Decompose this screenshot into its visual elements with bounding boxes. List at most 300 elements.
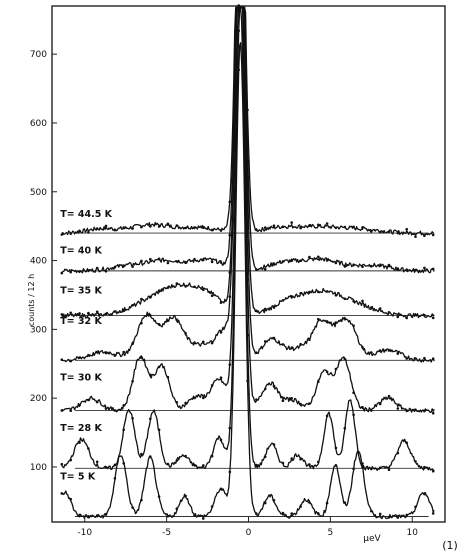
data-point [193,464,196,467]
data-point [255,268,258,271]
data-point [158,225,161,228]
data-point [423,357,426,360]
data-point [344,358,347,361]
data-point [105,513,108,516]
data-point [69,360,72,363]
y-tick-label: 300 [29,325,47,336]
data-point [229,471,232,474]
y-tick-label: 200 [29,394,47,405]
series-label: T= 28 K [60,423,102,435]
data-point [432,512,435,515]
data-point [140,260,143,263]
data-point [69,232,72,235]
data-point [423,234,426,237]
data-point [423,493,426,496]
data-point [220,376,223,379]
data-point [167,319,170,322]
data-point [423,314,426,317]
data-point [414,357,417,360]
data-point [140,357,143,360]
data-point [388,516,391,519]
data-point [299,227,302,230]
data-point [176,224,179,227]
data-point [405,357,408,360]
data-point [352,414,355,417]
data-point [184,332,187,335]
data-point [122,264,125,267]
data-point [229,201,232,204]
data-point [202,289,205,292]
data-point [335,321,338,324]
data-point [193,341,196,344]
data-point [96,401,99,404]
data-point [122,462,125,465]
data-point [167,286,170,289]
data-point [176,260,179,263]
data-point [131,380,134,383]
data-point [299,292,302,295]
data-point [308,463,311,466]
data-point [414,235,417,238]
data-point [432,268,435,271]
spectra-curves [61,4,435,520]
data-point [299,259,302,262]
data-point [96,461,99,464]
data-point [282,299,285,302]
data-point [352,325,355,328]
data-point [158,429,161,432]
data-point [397,516,400,519]
data-point [220,229,223,232]
data-point [317,461,320,464]
data-point [379,403,382,406]
data-point [158,366,161,369]
data-point [405,317,408,320]
data-point [344,226,347,229]
data-point [78,514,81,517]
data-point [131,265,134,268]
data-point [211,261,214,264]
data-point [211,455,214,458]
data-point [405,268,408,271]
x-tick-label: 5 [327,528,334,538]
data-point [317,291,320,294]
data-point [255,351,258,354]
data-point [344,318,347,321]
data-point [229,234,232,237]
data-point [96,514,99,517]
data-point [61,358,64,361]
data-point [158,323,161,326]
data-point [370,510,373,513]
data-point [414,460,417,463]
data-point [114,310,117,313]
data-point [202,517,205,520]
data-point [237,69,240,72]
data-point [87,399,90,402]
data-point [131,304,134,307]
data-point [432,412,435,415]
data-point [105,225,108,228]
data-point [326,415,329,418]
data-point [282,462,285,465]
data-point [423,466,426,469]
data-point [61,409,64,412]
data-point [273,499,276,502]
data-point [158,289,161,292]
series-label: T= 35 K [60,285,102,297]
data-point [202,259,205,262]
data-point [388,395,391,398]
data-point [255,512,258,515]
data-point [326,259,329,262]
data-point [290,512,293,515]
data-point [69,409,72,412]
data-point [105,407,108,410]
data-point [326,502,329,505]
data-point [61,272,64,275]
data-point [69,312,72,315]
data-point [335,368,338,371]
data-point [397,407,400,410]
data-point [61,463,64,466]
data-point [87,354,90,357]
data-point [122,429,125,432]
data-point [220,301,223,304]
data-point [229,363,232,366]
data-point [308,402,311,405]
data-point [361,346,364,349]
data-point [167,376,170,379]
data-point [352,468,355,471]
data-point [388,264,391,267]
x-tick-label: 10 [406,528,418,538]
data-point [290,295,293,298]
x-axis-label: µeV [363,534,381,544]
data-point [379,467,382,470]
series-label: T= 30 K [60,372,102,384]
data-point [202,397,205,400]
data-point [290,346,293,349]
data-point [69,459,72,462]
data-point [167,262,170,265]
data-point [78,270,81,273]
data-point [61,492,64,495]
data-point [397,352,400,355]
data-point [69,271,72,274]
data-point [158,258,161,261]
series-label: T= 44.5 K [60,209,113,221]
data-point [299,343,302,346]
data-point [370,265,373,268]
data-point [202,464,205,467]
data-point [105,313,108,316]
data-point [414,314,417,317]
data-point [105,466,108,469]
panel-label: (1) [442,539,458,552]
data-point [290,259,293,262]
data-point [131,506,134,509]
data-point [202,341,205,344]
data-point [397,232,400,235]
data-point [361,300,364,303]
data-point [220,261,223,264]
data-point [370,468,373,471]
series-label: T= 32 K [60,315,102,327]
data-point [122,404,125,407]
data-point [397,452,400,455]
data-point [379,513,382,516]
data-point [273,443,276,446]
data-point [423,267,426,270]
data-point [414,506,417,509]
data-point [140,298,143,301]
data-point [273,337,276,340]
data-point [96,351,99,354]
data-point [78,441,81,444]
data-point [184,455,187,458]
data-point [184,227,187,230]
data-point [317,255,320,258]
data-point [282,399,285,402]
data-point [317,380,320,383]
data-point [326,371,329,374]
data-point [149,314,152,317]
data-point [273,385,276,388]
data-point [184,261,187,264]
data-point [149,225,152,228]
data-point [317,318,320,321]
data-point [432,234,435,237]
data-point [308,291,311,294]
data-point [229,295,232,298]
data-point [361,226,364,229]
data-point [299,505,302,508]
data-point [220,488,223,491]
data-point [335,294,338,297]
data-point [105,270,108,273]
y-tick-label: 700 [29,50,47,61]
data-point [176,401,179,404]
data-point [149,296,152,299]
data-point [282,260,285,263]
data-point [282,225,285,228]
data-point [308,224,311,227]
data-point [114,354,117,357]
data-point [361,406,364,409]
data-point [405,442,408,445]
series-label: T= 40 K [60,245,102,257]
y-axis-label: counts / 12 h [27,273,36,327]
data-point [149,258,152,261]
data-point [264,268,267,271]
data-point [78,356,81,359]
data-point [167,463,170,466]
data-point [379,264,382,267]
data-point [326,290,329,293]
data-point [96,311,99,314]
data-point [352,391,355,394]
data-point [414,408,417,411]
data-point [432,357,435,360]
data-point [308,501,311,504]
data-point [87,516,90,519]
data-point [299,403,302,406]
data-point [184,402,187,405]
data-point [255,398,258,401]
data-point [405,409,408,412]
data-point [184,285,187,288]
data-point [96,267,99,270]
data-point [273,306,276,309]
data-point [388,311,391,314]
data-point [114,464,117,467]
data-point [211,342,214,345]
data-point [282,343,285,346]
data-point [344,501,347,504]
data-point [131,417,134,420]
data-point [149,455,152,458]
y-tick-label: 400 [29,256,47,267]
data-point [397,267,400,270]
data-point [246,380,249,383]
x-tick-label: -5 [162,528,172,538]
data-point [361,462,364,465]
data-point [290,457,293,460]
data-point [264,388,267,391]
data-point [158,495,161,498]
data-point [87,312,90,315]
data-point [308,256,311,259]
data-point [344,265,347,268]
series-label: T= 5 K [60,471,96,483]
y-tick-label: 100 [29,462,47,473]
data-point [414,269,417,272]
data-point [432,317,435,320]
data-point [131,343,134,346]
data-point [140,322,143,325]
data-point [211,384,214,387]
data-point [335,227,338,230]
data-point [405,228,408,231]
data-point [193,286,196,289]
data-point [193,258,196,261]
data-point [379,231,382,234]
x-tick-label: 0 [245,528,252,538]
data-point [96,227,99,230]
data-point [264,456,267,459]
data-point [290,397,293,400]
data-point [273,262,276,265]
data-point [114,477,117,480]
data-point [361,266,364,269]
data-point [237,29,240,32]
data-point [326,320,329,323]
data-point [282,512,285,515]
data-point [370,409,373,412]
data-point [184,495,187,498]
data-point [167,515,170,518]
data-point [397,316,400,319]
data-point [220,439,223,442]
data-point [290,221,293,224]
data-point [352,263,355,266]
data-point [255,229,258,232]
data-point [370,230,373,233]
data-point [193,514,196,517]
data-point [255,464,258,467]
data-point [326,222,329,225]
data-point [122,351,125,354]
data-point [264,502,267,505]
data-point [176,282,179,285]
data-point [140,226,143,229]
data-point [335,464,338,467]
data-point [149,374,152,377]
data-point [114,409,117,412]
y-tick-label: 600 [29,118,47,129]
data-point [122,226,125,229]
baselines [75,233,429,516]
data-point [317,512,320,515]
temperature-labels [60,209,112,482]
data-point [114,266,117,269]
data-point [299,458,302,461]
data-point [405,514,408,517]
data-point [352,300,355,303]
data-point [202,226,205,229]
data-point [388,230,391,233]
data-point [229,427,232,430]
data-point [105,352,108,355]
data-point [308,338,311,341]
data-point [78,312,81,315]
data-point [335,447,338,450]
data-point [131,227,134,230]
data-point [344,298,347,301]
data-point [61,233,64,236]
data-point [388,469,391,472]
data-point [211,229,214,232]
data-point [193,226,196,229]
data-point [273,224,276,227]
data-point [78,404,81,407]
data-point [264,340,267,343]
data-point [176,318,179,321]
data-point [264,308,267,311]
data-point [379,350,382,353]
data-point [432,470,435,473]
x-tick-label: -10 [77,528,93,538]
data-point [317,224,320,227]
data-point [255,310,258,313]
data-point [193,397,196,400]
data-point [423,410,426,413]
data-point [167,223,170,226]
data-point [140,499,143,502]
y-tick-label: 500 [29,187,47,198]
data-point [176,459,179,462]
data-point [87,231,90,234]
data-point [78,230,81,233]
data-point [69,498,72,501]
data-point [87,447,90,450]
data-point [388,349,391,352]
data-point [211,505,214,508]
data-point [370,306,373,309]
data-point [149,418,152,421]
data-point [379,307,382,310]
